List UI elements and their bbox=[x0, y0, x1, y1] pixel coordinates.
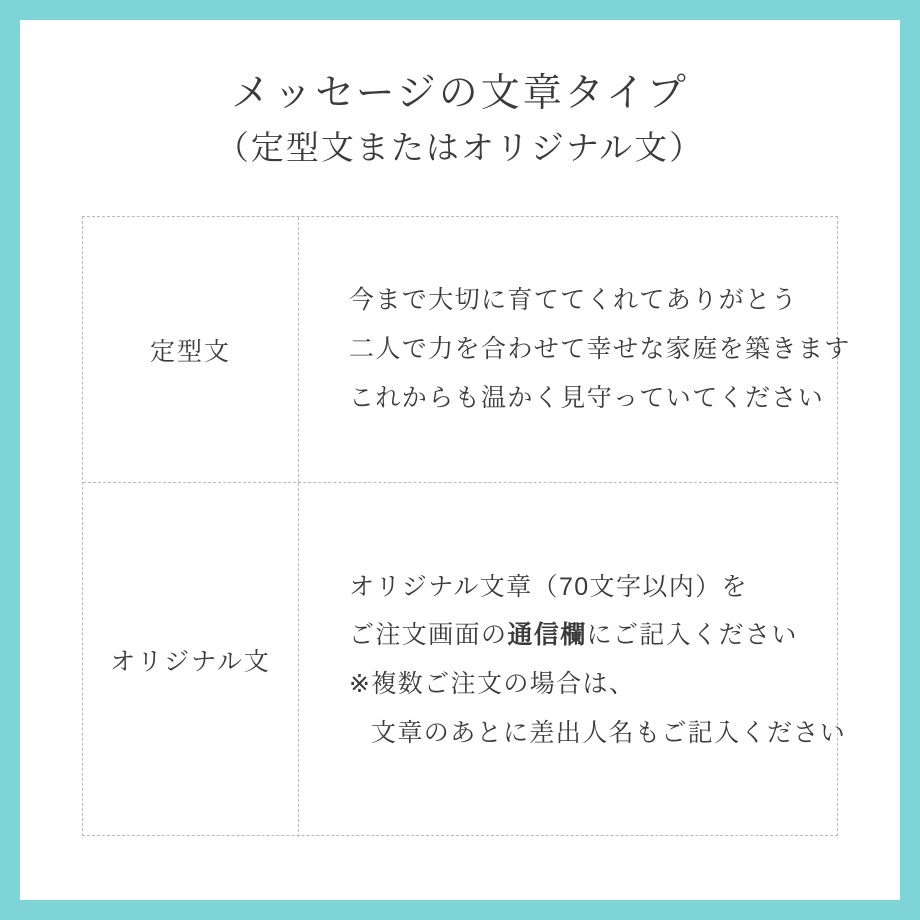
table-row bbox=[83, 482, 847, 837]
standard-line-2: 二人で力を合わせて幸せな家庭を築きます bbox=[349, 335, 851, 364]
original-line-3: ※複数ご注文の場合は、 bbox=[349, 670, 636, 698]
title-main: メッセージの文章タイプ bbox=[231, 72, 689, 115]
row-label-original: オリジナル文 bbox=[83, 483, 299, 837]
standard-line-3: これからも温かく見守っていてください bbox=[349, 383, 825, 412]
row-body-original bbox=[299, 483, 864, 837]
table-row bbox=[83, 217, 851, 482]
row-body-standard bbox=[299, 217, 869, 482]
page-title bbox=[20, 68, 900, 171]
title-sub: （定型文またはオリジナル文） bbox=[215, 128, 705, 166]
original-line-2 bbox=[349, 611, 846, 660]
original-line-1: オリジナル文章（70文字以内）を bbox=[349, 572, 748, 601]
content-card bbox=[20, 20, 900, 900]
message-type-table bbox=[82, 216, 851, 836]
standard-line-1: 今まで大切に育ててくれてありがとう bbox=[349, 286, 798, 315]
original-line-2-emphasis: 通信欄 bbox=[507, 621, 587, 650]
original-line-4: 文章のあとに差出人名もご記入ください bbox=[371, 718, 847, 747]
row-label-standard: 定型文 bbox=[83, 217, 299, 482]
original-line-2-suffix: にご記入ください bbox=[586, 621, 798, 650]
original-line-2-prefix: ご注文画面の bbox=[349, 621, 508, 650]
